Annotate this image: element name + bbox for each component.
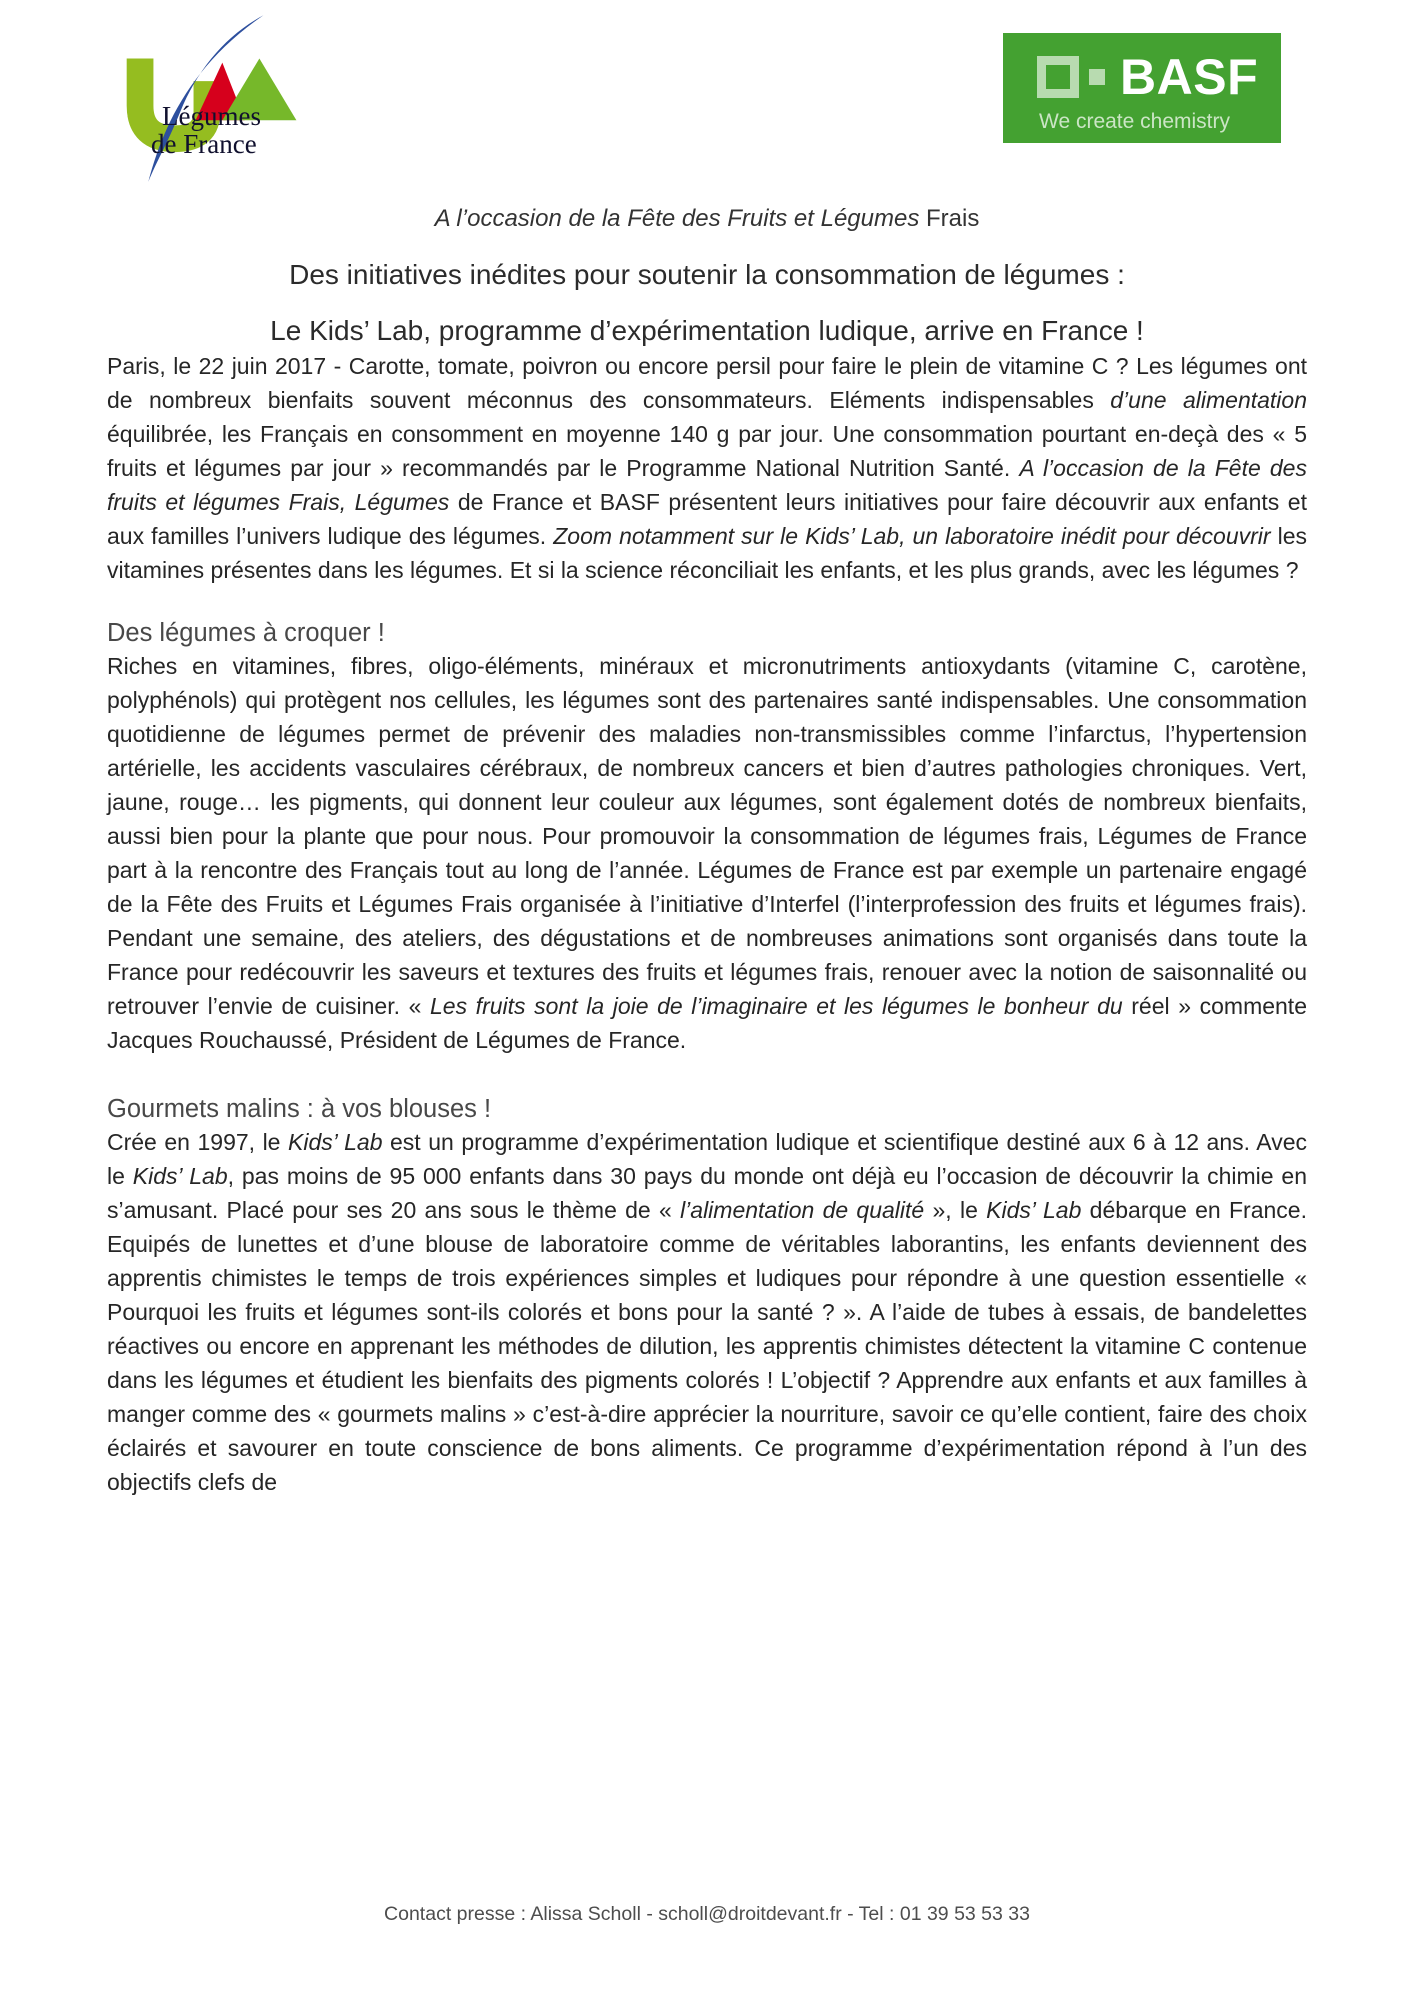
paragraph-croquer: Riches en vitamines, fibres, oligo-éléments, minéraux et micronutriments antioxydants (vitamine C, carotène, polyphénols) qui protègent nos cellules, les légumes sont des partenaires santé indispensables. Une consommation quotidienne de légumes permet de prévenir des maladies non-transmissibles comme l’infarctus, l’hypertension artérielle, les accidents vasculaires cérébraux, de nombreux cancers et bien d’autres pathologies chroniques. Vert, jaune, rouge… les pigments, qui donnent leur couleur aux légumes, sont également dotés de nombreux bienfaits, aussi bien pour la plante que pour nous. Pour promouvoir la consommation de légumes frais, Légumes de France part à la rencontre des Français tout au long de l’année. Légumes de France est par exemple un partenaire engagé de la Fête des Fruits et Légumes Frais organisée à l’initiative d’Interfel (l’interprofession des fruits et légumes frais). Pendant une semaine, des ateliers, des dégustations et de nombreuses animations sont organisés dans toute la France pour redécouvrir les saveurs et textures des fruits et légumes frais, renouer avec la notion de saisonnalité ou retrouver l’envie de cuisiner. « Les fruits sont la joie de l’imaginaire et les légumes le bonheur du réel » commente Jacques Rouchaussé, Président de Légumes de France. [107,653,1307,1053]
footer-contact: Contact presse : Alissa Scholl - scholl@droitdevant.fr - Tel : 01 39 53 53 33 [384,1903,1030,1925]
headline-kidslab: Le Kids’ Lab, programme d’expérimentation ludique, arrive en France ! [270,315,1144,346]
ldf-logo-text-line2: de France [151,129,257,159]
occasion-subtitle-italic: A l’occasion de la Fête des Fruits et Légumes [434,205,926,232]
basf-hollow-square-icon [1037,56,1079,98]
occasion-subtitle-regular: Frais [926,205,980,232]
basf-logo-row [1037,49,1259,105]
legumes-de-france-logo [105,5,335,185]
section-heading-gourmets: Gourmets malins : à vos blouses ! [107,1095,492,1123]
header [0,0,1414,175]
document-body [0,205,1414,1499]
basf-logo [1003,33,1281,143]
basf-wordmark: BASF [1120,49,1259,105]
headline-initiatives: Des initiatives inédites pour soutenir la consommation de légumes : [289,259,1125,290]
basf-tagline: We create chemistry [1039,110,1230,133]
paragraph-gourmets: Crée en 1997, le Kids’ Lab est un programme d’expérimentation ludique et scientifique destiné aux 6 à 12 ans. Avec le Kids’ Lab, pas moins de 95 000 enfants dans 30 pays du monde ont déjà eu l’occasion de découvrir la chimie en s’amusant. Placé pour ses 20 ans sous le thème de « l’alimentation de qualité », le Kids’ Lab débarque en France. Equipés de lunettes et d’une blouse de laboratoire comme de véritables laborantins, les enfants deviennent des apprentis chimistes le temps de trois expériences simples et ludiques pour répondre à une question essentielle « Pourquoi les fruits et légumes sont-ils colorés et bons pour la santé ? ». A l’aide de tubes à essais, de bandelettes réactives ou encore en apprenant les méthodes de dilution, les apprentis chimistes détectent la vitamine C contenue dans les légumes et étudient les bienfaits des pigments colorés ! L’objectif ? Apprendre aux enfants et aux familles à manger comme des « gourmets malins » c’est-à-dire apprécier la nourriture, savoir ce qu’elle contient, faire des choix éclairés et savourer en toute conscience de bons aliments. Ce programme d’expérimentation répond à l’un des objectifs clefs de [107,1129,1308,1495]
basf-solid-square-icon [1089,69,1105,85]
occasion-subtitle [107,205,1307,233]
paragraph-intro: Paris, le 22 juin 2017 - Carotte, tomate, poivron ou encore persil pour faire le plein de vitamine C ? Les légumes ont de nombreux bienfaits souvent méconnus des consommateurs. Eléments indispensables d’une alimentation équilibrée, les Français en consomment en moyenne 140 g par jour. Une consommation pourtant en-deçà des « 5 fruits et légumes par jour » recommandés par le Programme National Nutrition Santé. A l’occasion de la Fête des fruits et légumes Frais, Légumes de France et BASF présentent leurs initiatives pour faire découvrir aux enfants et aux familles l’univers ludique des légumes. Zoom notamment sur le Kids’ Lab, un laboratoire inédit pour découvrir les vitamines présentes dans les légumes. Et si la science réconciliait les enfants, et les plus grands, avec les légumes ? [107,353,1307,583]
section-heading-croquer: Des légumes à croquer ! [107,619,385,647]
ldf-logo-text-line1: Légumes [162,101,261,131]
